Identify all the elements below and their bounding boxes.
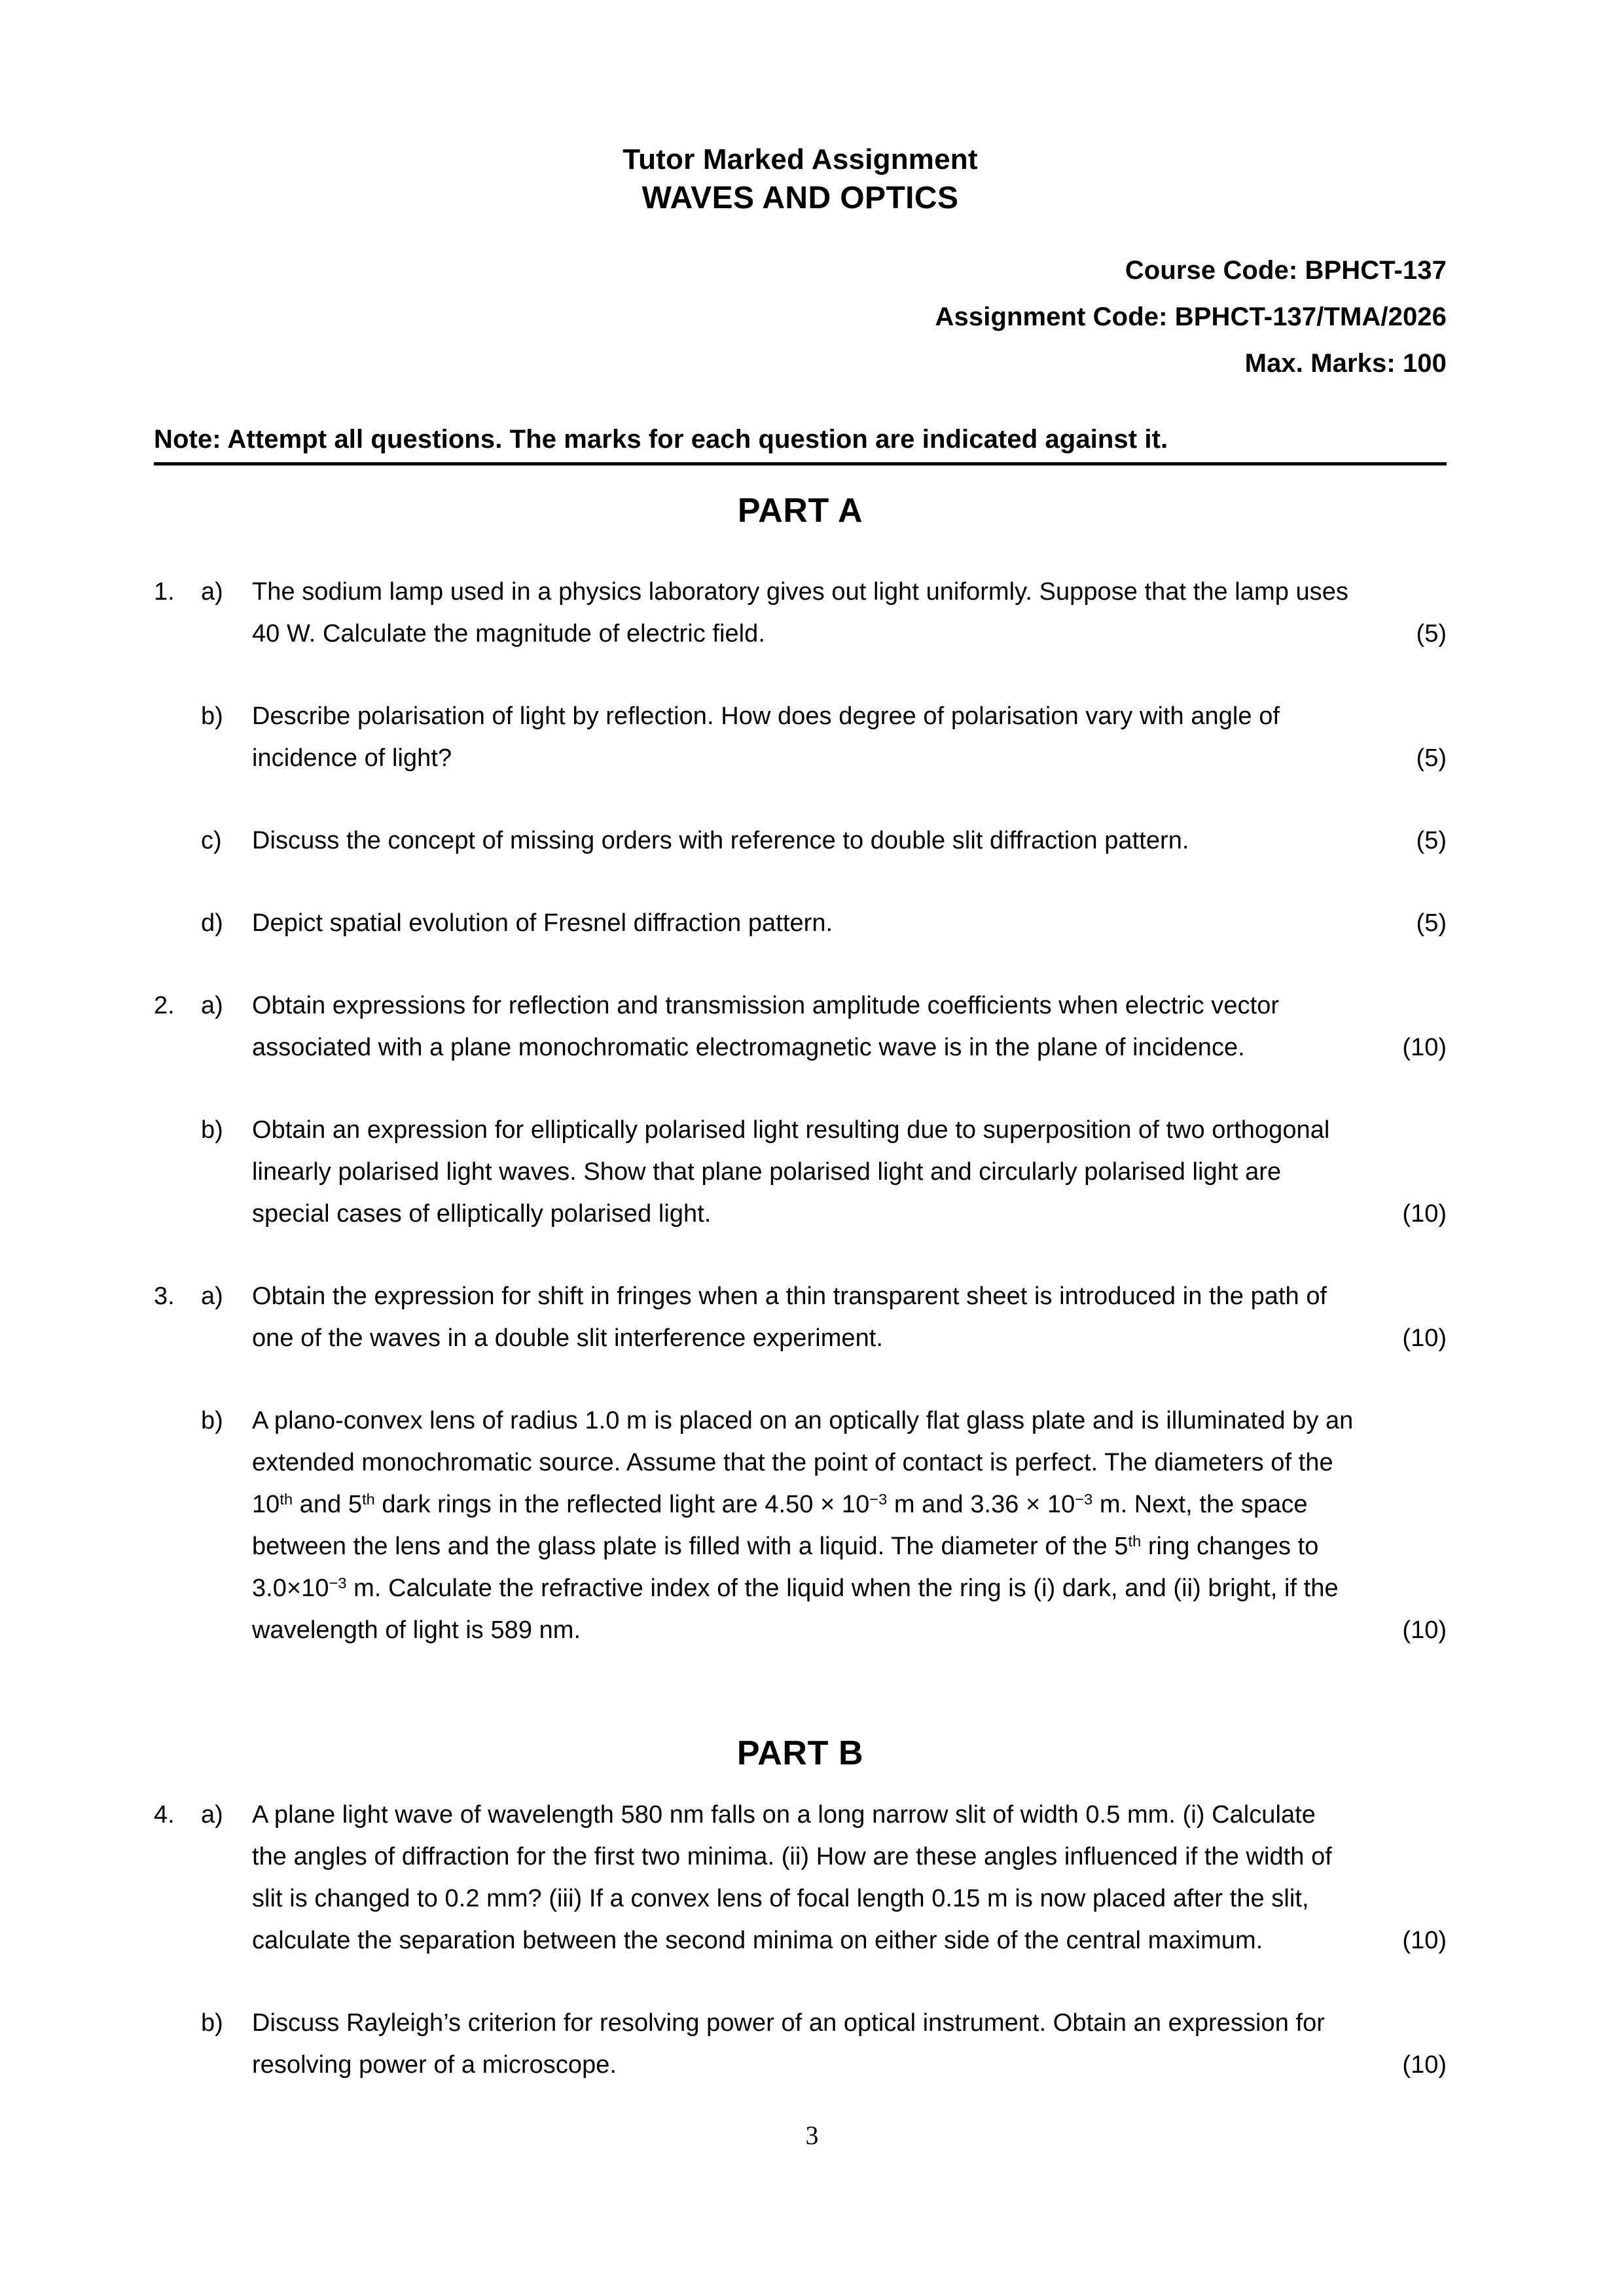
question-item xyxy=(154,695,1447,779)
question-item xyxy=(154,2002,1447,2086)
question-text: Describe polarisation of light by reflection. How does degree of polarisation vary with angle of incidence of light? xyxy=(252,702,1280,772)
spacer xyxy=(154,1235,1447,1275)
question-item xyxy=(154,820,1447,862)
question-text: The sodium lamp used in a physics laboratory gives out light uniformly. Suppose that the lamp uses 40 W. Calculate the magnitude of electric field. xyxy=(252,578,1348,647)
question-item xyxy=(154,1794,1447,1961)
question-text: Obtain an expression for elliptically polarised light resulting due to superposition of two orthogonal linearly polarised light waves. Show that plane polarised light and circularly polarised light are special cases of elliptically polarised light. xyxy=(252,1116,1330,1228)
spacer xyxy=(154,1961,1447,2002)
question-marks: (5) xyxy=(1416,620,1447,647)
question-item xyxy=(154,571,1447,655)
question-marks: (10) xyxy=(1402,1324,1447,1352)
assignment-title: Tutor Marked Assignment xyxy=(623,143,978,175)
spacer xyxy=(154,779,1447,820)
question-item xyxy=(154,1400,1447,1651)
question-item xyxy=(154,985,1447,1068)
question-number: 3. xyxy=(154,1283,175,1310)
question-marks: (10) xyxy=(1402,1927,1447,1954)
page-number: 3 xyxy=(805,2121,819,2150)
course-subject-title: WAVES AND OPTICS xyxy=(641,181,959,215)
question-letter: a) xyxy=(201,1801,223,1829)
question-letter: b) xyxy=(201,2009,223,2037)
question-text: Discuss Rayleigh’s criterion for resolving power of an optical instrument. Obtain an expression for resolving power of a microscope. xyxy=(252,2009,1326,2079)
question-item xyxy=(154,1275,1447,1359)
question-letter: b) xyxy=(201,702,223,730)
question-text: Depict spatial evolution of Fresnel diffraction pattern. xyxy=(252,909,833,937)
question-letter: a) xyxy=(201,578,223,606)
spacer xyxy=(154,655,1447,695)
instructions-note-block xyxy=(154,422,1447,465)
question-text: Obtain expressions for reflection and transmission amplitude coefficients when electric vector associated with a plane monochromatic electromagnetic wave is in the plane of incidence. xyxy=(252,992,1280,1061)
question-item xyxy=(154,902,1447,944)
part-b-questions xyxy=(154,1794,1447,2086)
spacer xyxy=(154,1359,1447,1400)
question-text: Obtain the expression for shift in fringes when a thin transparent sheet is introduced in the path of one of the waves in a double slit interference experiment. xyxy=(252,1283,1327,1352)
document-header xyxy=(154,141,1447,387)
part-a-heading: PART A xyxy=(737,492,863,530)
question-letter: d) xyxy=(201,909,223,937)
course-code: Course Code: BPHCT-137 xyxy=(1125,256,1447,285)
question-marks: (10) xyxy=(1402,1034,1447,1061)
question-marks: (5) xyxy=(1416,744,1447,772)
spacer xyxy=(154,862,1447,902)
assignment-code: Assignment Code: BPHCT-137/TMA/2026 xyxy=(935,302,1447,331)
instructions-note: Note: Attempt all questions. The marks for each question are indicated against it. xyxy=(154,425,1168,454)
max-marks: Max. Marks: 100 xyxy=(1244,349,1447,378)
question-text: Discuss the concept of missing orders with reference to double slit diffraction pattern. xyxy=(252,827,1189,854)
horizontal-divider xyxy=(154,462,1447,465)
question-number: 1. xyxy=(154,578,175,606)
question-letter: b) xyxy=(201,1407,223,1434)
question-marks: (5) xyxy=(1416,909,1447,937)
question-marks: (10) xyxy=(1402,2051,1447,2079)
spacer xyxy=(154,1068,1447,1109)
question-letter: c) xyxy=(201,827,222,854)
question-marks: (10) xyxy=(1402,1200,1447,1228)
question-letter: b) xyxy=(201,1116,223,1144)
question-letter: a) xyxy=(201,992,223,1019)
question-text: A plane light wave of wavelength 580 nm falls on a long narrow slit of width 0.5 mm. (i) Calculate the angles of diffraction for the first two minima. (ii) How are these angles influenced if the width of slit is changed to 0.2 mm? (iii) If a convex lens of focal length 0.15 m is now placed after the slit, calculate the separation between the second minima on either side of the central maximum. xyxy=(252,1801,1332,1954)
part-b-heading: PART B xyxy=(736,1734,864,1772)
question-marks: (10) xyxy=(1402,1616,1447,1644)
question-item xyxy=(154,1109,1447,1235)
question-letter: a) xyxy=(201,1283,223,1310)
question-number: 4. xyxy=(154,1801,175,1829)
spacer xyxy=(154,944,1447,985)
question-marks: (5) xyxy=(1416,827,1447,854)
part-a-questions xyxy=(154,571,1447,1651)
question-text-math: A plano-convex lens of radius 1.0 m is placed on an optically flat glass plate and is illuminated by an extended monochromatic source. Assume that the point of contact is perfect. The diameters of the 10th and 5th dark rings in the reflected light are $4.50 \times 10^{-3}$ m and $3.36 \times 10^{-3}$ m. Next, the space between the lens and the glass plate is filled with a liquid. The diameter of the 5th ring changes to $3.0\times 10^{-3}$ m. Calculate the refractive index of the liquid when the ring is (i) dark, and (ii) bright, if the wavelength of light is 589 nm. xyxy=(252,1407,1354,1644)
question-number: 2. xyxy=(154,992,175,1019)
